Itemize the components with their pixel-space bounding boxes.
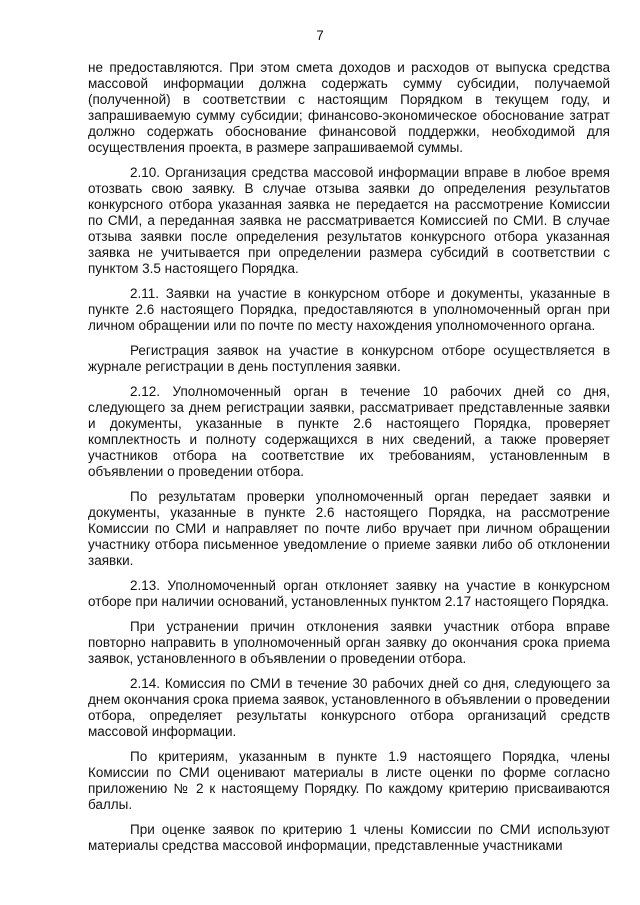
paragraph: 2.14. Комиссия по СМИ в течение 30 рабочих дней со дня, следующего за днем окончания срока приема заявок, установленного в объявлении о проведении отбора, определяет результаты конкурсного отбора организаций средств массовой информации.: [88, 676, 610, 739]
paragraph: 2.13. Уполномоченный орган отклоняет заявку на участие в конкурсном отборе при наличии оснований, установленных пунктом 2.17 настоящего Порядка.: [88, 578, 610, 609]
paragraph: Регистрация заявок на участие в конкурсном отборе осуществляется в журнале регистрации в день поступления заявки.: [88, 343, 610, 374]
paragraph: По результатам проверки уполномоченный орган передает заявки и документы, указанные в пункте 2.6 настоящего Порядка, на рассмотрение Комиссии по СМИ и направляет по почте либо вручает при личном обращении участнику отбора письменное уведомление о приеме заявки либо об отклонении заявки.: [88, 489, 610, 568]
page-number: 7: [316, 28, 324, 43]
body-text: [88, 60, 610, 863]
paragraph: не предоставляются. При этом смета доходов и расходов от выпуска средства массовой информации должна содержать сумму субсидии, получаемой (полученной) в соответствии с настоящим Порядком в текущем году, и запрашиваемую сумму субсидии; финансово-экономическое обоснование затрат должно содержать обоснование финансовой поддержки, необходимой для осуществления проекта, в размере запрашиваемой суммы.: [88, 60, 610, 155]
paragraph: 2.10. Организация средства массовой информации вправе в любое время отозвать свою заявку. В случае отзыва заявки до определения результатов конкурсного отбора указанная заявка не передается на рассмотрение Комиссии по СМИ, а переданная заявка не рассматривается Комиссией по СМИ. В случае отзыва заявки после определения результатов конкурсного отбора указанная заявка не учитывается при определении размера субсидий в соответствии с пунктом 3.5 настоящего Порядка.: [88, 165, 610, 276]
paragraph: 2.12. Уполномоченный орган в течение 10 рабочих дней со дня, следующего за днем регистрации заявки, рассматривает представленные заявки и документы, указанные в пункте 2.6 настоящего Порядка, проверяет комплектность и полноту содержащихся в них сведений, а также проверяет участников отбора на соответствие их требованиям, установленным в объявлении о проведении отбора.: [88, 384, 610, 479]
paragraph: При оценке заявок по критерию 1 члены Комиссии по СМИ используют материалы средства массовой информации, представленные участниками: [88, 822, 610, 853]
paragraph: При устранении причин отклонения заявки участник отбора вправе повторно направить в уполномоченный орган заявку до окончания срока приема заявок, установленного в объявлении о проведении отбора.: [88, 619, 610, 666]
paragraph: 2.11. Заявки на участие в конкурсном отборе и документы, указанные в пункте 2.6 настоящего Порядка, предоставляются в уполномоченный орган при личном обращении или по почте по месту нахождения уполномоченного органа.: [88, 286, 610, 333]
paragraph: По критериям, указанным в пункте 1.9 настоящего Порядка, члены Комиссии по СМИ оценивают материалы в листе оценки по форме согласно приложению № 2 к настоящему Порядку. По каждому критерию присваиваются баллы.: [88, 749, 610, 812]
